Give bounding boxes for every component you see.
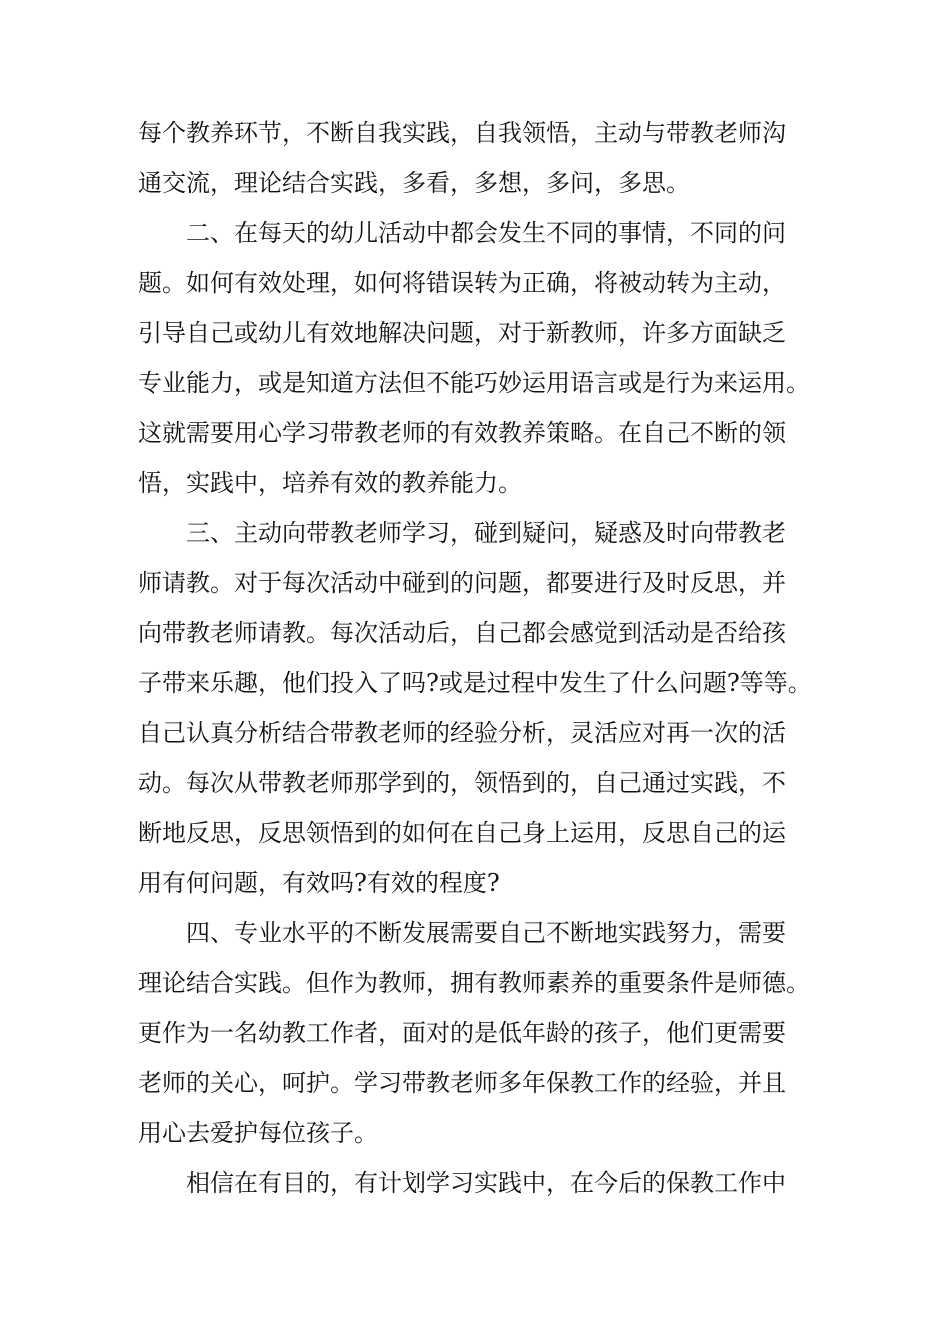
text-line: 专业能力，或是知道方法但不能巧妙运用语言或是行为来运用。: [138, 369, 810, 397]
paragraph-3: [138, 508, 828, 908]
text-line: 老师的关心，呵护。学习带教老师多年保教工作的经验，并且: [138, 1069, 786, 1097]
text-line: 题。如何有效处理，如何将错误转为正确，将被动转为主动，: [138, 269, 786, 297]
text-line: 每个教养环节，不断自我实践，自我领悟，主动与带教老师沟: [138, 119, 786, 147]
text-line: 三、主动向带教老师学习，碰到疑问，疑惑及时向带教老: [186, 519, 786, 547]
text-line: 自己认真分析结合带教老师的经验分析，灵活应对再一次的活: [138, 719, 786, 747]
text-line: 动。每次从带教老师那学到的，领悟到的，自己通过实践，不: [138, 769, 786, 797]
text-line: 更作为一名幼教工作者，面对的是低年龄的孩子，他们更需要: [138, 1019, 786, 1047]
text-line: 引导自己或幼儿有效地解决问题，对于新教师，许多方面缺乏: [138, 319, 786, 347]
text-line: 理论结合实践。但作为教师，拥有教师素养的重要条件是师德。: [138, 969, 810, 997]
text-line: 用有何问题，有效吗?有效的程度?: [138, 869, 500, 897]
text-line: 断地反思，反思领悟到的如何在自己身上运用，反思自己的运: [138, 819, 786, 847]
text-line: 相信在有目的，有计划学习实践中，在今后的保教工作中: [186, 1169, 786, 1197]
text-line: 用心去爱护每位孩子。: [138, 1119, 378, 1147]
text-line: 悟，实践中，培养有效的教养能力。: [138, 469, 522, 497]
text-line: 通交流，理论结合实践，多看，多想，多问，多思。: [138, 169, 690, 197]
text-line: 这就需要用心学习带教老师的有效教养策略。在自己不断的领: [138, 419, 786, 447]
paragraph-5: [138, 1158, 828, 1208]
paragraph-1: [138, 108, 828, 208]
text-line: 四、专业水平的不断发展需要自己不断地实践努力，需要: [186, 919, 786, 947]
paragraph-4: [138, 908, 828, 1158]
text-line: 子带来乐趣，他们投入了吗?或是过程中发生了什么问题?等等。: [138, 669, 812, 697]
text-line: 二、在每天的幼儿活动中都会发生不同的事情，不同的问: [186, 219, 786, 247]
text-line: 师请教。对于每次活动中碰到的问题，都要进行及时反思，并: [138, 569, 786, 597]
document-body: [138, 108, 828, 1208]
paragraph-2: [138, 208, 828, 508]
text-line: 向带教老师请教。每次活动后，自己都会感觉到活动是否给孩: [138, 619, 786, 647]
